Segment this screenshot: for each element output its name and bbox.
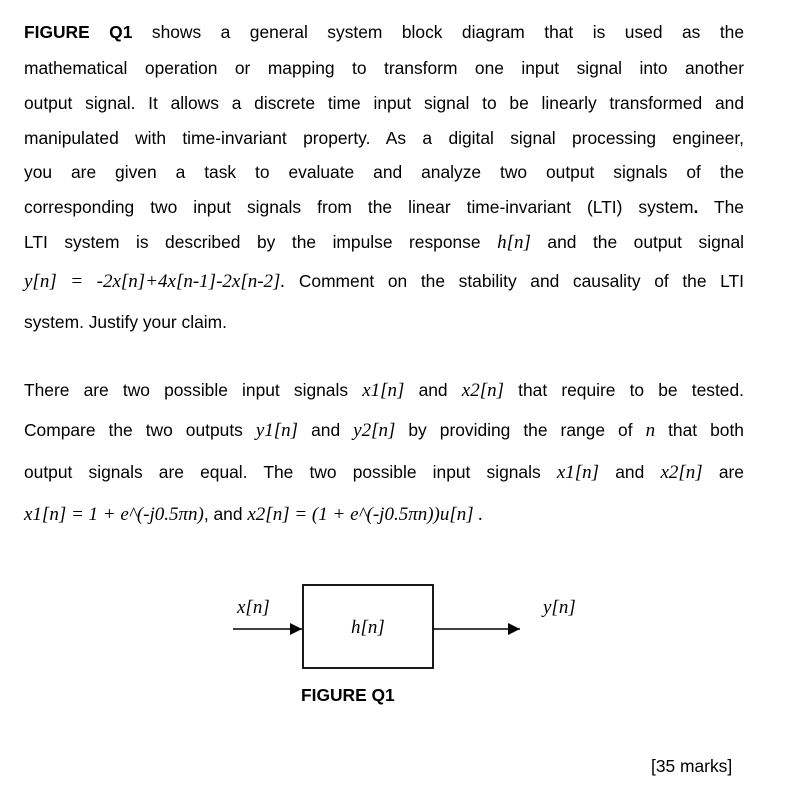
p1-line-7: LTI system is described by the impulse response h[n] and the output signal [24,232,744,253]
x2-math: x2[n] [461,380,504,401]
p1-line-3: output signal. It allows a discrete time input signal to be linearly transformed and [24,93,744,113]
impulse-response-math: h[n] [497,232,531,253]
p1-line-8: y[n] = -2x[n]+4x[n-1]-2x[n-2]. Comment on the stability and causality of the LTI [24,271,744,292]
p2-line-2: Compare the two outputs y1[n] and y2[n] by providing the range of n that both [24,420,744,441]
x2-equation-math: x2[n] = (1 + e^(-j0.5πn))u[n] . [247,504,484,525]
output-equation-math: y[n] = -2x[n]+4x[n-1]-2x[n-2]. [24,271,286,292]
figure-reference: FIGURE Q1 [24,22,133,42]
input-signal-label: x[n] [237,597,270,618]
marks-label: [35 marks] [651,756,733,776]
p1-line-9: system. Justify your claim. [24,312,227,332]
n-math: n [645,420,656,441]
p1-line-2: mathematical operation or mapping to transform one input signal into another [24,58,744,78]
p2-line-4: x1[n] = 1 + e^(-j0.5πn), and x2[n] = (1 + e^(-j0.5πn))u[n] . [24,504,484,525]
x1-equation-math: x1[n] = 1 + e^(-j0.5πn) [24,504,204,525]
p1-line-4: manipulated with time-invariant property. As a digital signal processing engineer, [24,128,744,148]
x1-math: x1[n] [362,380,405,401]
p1-line-5: you are given a task to evaluate and analyze two output signals of the [24,162,744,182]
impulse-response-label: h[n] [351,617,385,638]
output-signal-label: y[n] [543,597,576,618]
p2-line-1: There are two possible input signals x1[n] and x2[n] that require to be tested. [24,380,744,401]
p1-line-1: FIGURE Q1 shows a general system block diagram that is used as the [24,22,744,42]
y2-math: y2[n] [353,420,396,441]
figure-caption: FIGURE Q1 [301,685,395,705]
p2-line-3: output signals are equal. The two possible input signals x1[n] and x2[n] are [24,462,744,483]
p1-line-6: corresponding two input signals from the linear time-invariant (LTI) system. The [24,197,744,217]
y1-math: y1[n] [255,420,299,441]
